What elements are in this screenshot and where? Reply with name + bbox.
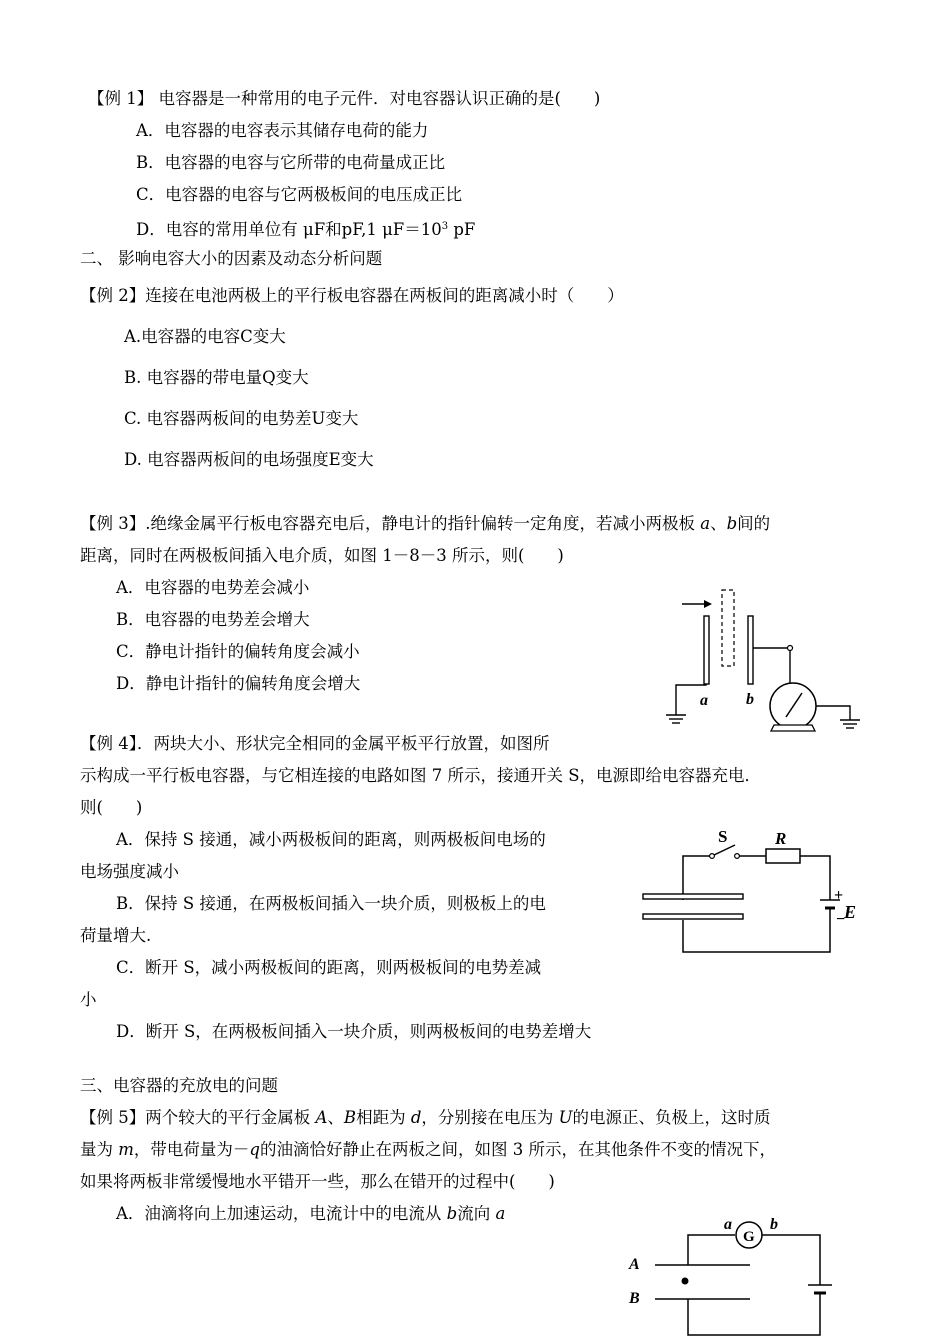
ex3-option-a: A．电容器的电势差会减小 — [116, 578, 310, 597]
ex1-option-d-unit: pF — [448, 220, 476, 239]
ex4-fig-label-e: E — [844, 902, 857, 922]
ex3-fig-label-b: b — [746, 691, 754, 708]
ex3-figure — [660, 585, 870, 740]
ex3-option-d: D．静电计指针的偏转角度会增大 — [116, 674, 361, 693]
ex4-option-b-line1: B．保持 S 接通，在两极板间插入一块介质，则极板上的电 — [116, 894, 546, 913]
ex5-text-1: 【例 5】两个较大的平行金属板 — [80, 1108, 316, 1127]
ex4-option-d: D．断开 S，在两极板间插入一块介质，则两极板间的电势差增大 — [116, 1022, 592, 1041]
ex3-plate-b — [748, 616, 753, 684]
ex5-figure — [625, 1210, 845, 1342]
resistor-r — [766, 849, 800, 863]
ex5-stem-line3: 如果将两板非常缓慢地水平错开一些，那么在错开的过程中( ) — [80, 1172, 555, 1191]
ex5-text-6: 量为 — [80, 1140, 119, 1159]
ex1-option-a: A．电容器的电容表示其储存电荷的能力 — [136, 121, 429, 140]
ex4-stem-line3: 则( ) — [80, 798, 143, 817]
ex5-var-m: m — [118, 1140, 134, 1159]
ex5-var-A: A — [315, 1108, 328, 1127]
ex2-option-b: B. 电容器的带电量Q变大 — [124, 368, 309, 387]
ex2-stem: 【例 2】连接在电池两极上的平行板电容器在两板间的距离减小时（ ） — [80, 286, 624, 305]
ex5-var-q: q — [249, 1140, 260, 1159]
ex3-sep: 、 — [710, 514, 727, 533]
ex4-stem-line1: 【例 4】．两块大小、形状完全相同的金属平板平行放置，如图所 — [80, 734, 550, 753]
ex2-option-c: C. 电容器两板间的电势差U变大 — [124, 409, 359, 428]
ex4-plate-bottom — [643, 914, 743, 919]
ex1-option-b: B．电容器的电容与它所带的电荷量成正比 — [136, 153, 446, 172]
ex3-var-a: a — [700, 514, 711, 533]
ex4-stem-line2: 示构成一平行板电容器，与它相连接的电路如图 7 所示，接通开关 S，电源即给电容器充电． — [80, 766, 762, 785]
ex3-dielectric — [722, 590, 734, 666]
ex3-stem-tail: 间的 — [737, 514, 771, 533]
ex5-var-d: d — [410, 1108, 422, 1127]
ex5-text-8: 的油滴恰好静止在两板之间，如图 3 所示，在其他条件不变的情况下， — [259, 1140, 776, 1159]
ex4-option-a-line2: 电场强度减小 — [80, 862, 179, 881]
ex5-var-U: U — [558, 1108, 573, 1127]
ex3-stem-text: 【例 3】.绝缘金属平行板电容器充电后，静电计的指针偏转一定角度，若减小两极板 — [80, 514, 701, 533]
ex5-fig-label-B: B — [629, 1290, 640, 1307]
ex5-option-a-var-a: a — [495, 1204, 506, 1223]
section-3-heading: 三、电容器的充放电的问题 — [80, 1076, 278, 1095]
ex3-option-c: C．静电计指针的偏转角度会减小 — [116, 642, 360, 661]
oil-droplet — [682, 1278, 689, 1285]
ex4-fig-label-s: S — [718, 827, 728, 846]
ex5-text-5: 的电源正、负极上，这时质 — [572, 1108, 771, 1127]
ex5-var-B: B — [343, 1108, 357, 1127]
ex5-stem-line1 — [80, 1107, 771, 1129]
ex5-option-a-text: A．油滴将向上加速运动，电流计中的电流从 — [116, 1204, 447, 1223]
ex2-option-a: A.电容器的电容C变大 — [124, 327, 286, 346]
ex4-plate-top — [643, 894, 743, 899]
ex5-text-3: 相距为 — [356, 1108, 411, 1127]
ex5-fig-label-a: a — [724, 1216, 732, 1233]
ex3-stem-line2: 距离，同时在两极板间插入电介质，如图 1－8－3 所示，则( ) — [80, 546, 564, 565]
ex4-fig-label-minus: − — [836, 911, 846, 928]
ex5-text-2: 、 — [327, 1108, 344, 1127]
ex4-fig-label-r: R — [775, 829, 787, 848]
ex5-fig-label-b: b — [770, 1216, 778, 1233]
ex3-option-b: B．电容器的电势差会增大 — [116, 610, 310, 629]
switch-s — [714, 845, 735, 855]
section-2-heading: 二、 影响电容大小的因素及动态分析问题 — [80, 249, 383, 268]
ex2-option-d: D. 电容器两板间的电场强度E变大 — [124, 450, 374, 469]
ex5-option-a-var-b: b — [446, 1204, 458, 1223]
ex5-fig-label-g: G — [743, 1229, 755, 1245]
ex4-option-c-line2: 小 — [80, 990, 97, 1009]
ex3-fig-label-a: a — [700, 692, 708, 709]
ex5-fig-label-A: A — [629, 1256, 640, 1273]
ex4-option-b-line2: 荷量增大. — [80, 926, 152, 945]
ex4-fig-label-plus: + — [834, 887, 844, 904]
ex5-option-a-text-2: 流向 — [457, 1204, 496, 1223]
ex1-option-d — [136, 216, 475, 241]
ex5-text-4: ，分别接在电压为 — [421, 1108, 559, 1127]
ex4-figure — [638, 828, 868, 958]
ex3-plate-a — [704, 616, 709, 684]
ex4-option-a-line1: A．保持 S 接通，减小两极板间的距离，则两极板间电场的 — [116, 830, 546, 849]
ex3-var-b: b — [726, 514, 738, 533]
ex1-option-d-exponent: 3 — [441, 221, 449, 232]
ex5-text-7: ，带电荷量为－ — [133, 1140, 250, 1159]
ex5-stem-line2 — [80, 1139, 776, 1161]
ex5-option-a — [116, 1203, 505, 1225]
ex1-option-d-text: D．电容的常用单位有 μF和pF,1 μF＝10 — [136, 220, 442, 239]
ex3-stem-line1 — [80, 513, 770, 535]
ex4-option-c-line1: C．断开 S，减小两极板间的距离，则两极板间的电势差减 — [116, 958, 542, 977]
ex1-option-c: C．电容器的电容与它两极板间的电压成正比 — [136, 185, 463, 204]
ex1-stem: 【例 1】 电容器是一种常用的电子元件．对电容器认识正确的是( ) — [88, 89, 601, 108]
